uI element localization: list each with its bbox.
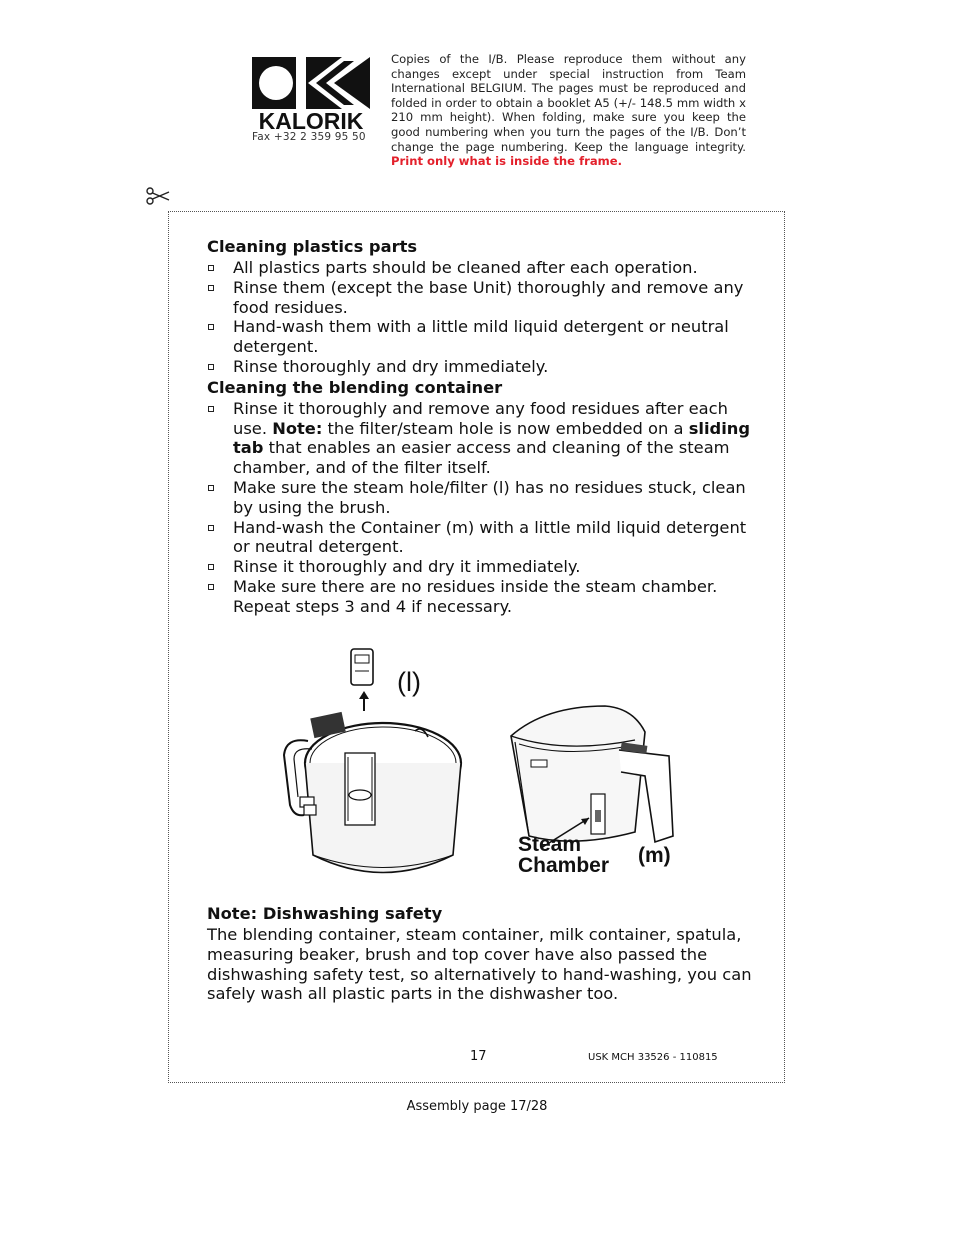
checkbox-bullet-icon — [208, 584, 214, 590]
list-item: Make sure the steam hole/filter (l) has no residues stuck, clean by using the brush. — [207, 478, 752, 518]
dishwashing-note — [207, 903, 752, 1004]
section-heading-container: Cleaning the blending container — [207, 377, 503, 397]
checkbox-bullet-icon — [208, 406, 214, 412]
list-item: Rinse thoroughly and dry immediately. — [207, 357, 752, 377]
container-list — [207, 399, 752, 617]
checkbox-bullet-icon — [208, 364, 214, 370]
checkbox-bullet-icon — [208, 485, 214, 491]
filter-label: (l) — [397, 667, 421, 697]
note-label: Note: — [272, 418, 323, 438]
scissors-icon — [145, 186, 171, 206]
sliding-tab-term: sliding tab — [233, 418, 751, 458]
list-item: Hand-wash them with a little mild liquid detergent or neutral detergent. — [207, 317, 752, 357]
list-item: Rinse them (except the base Unit) thoroughly and remove any food residues. — [207, 278, 752, 318]
list-item: All plastics parts should be cleaned after each operation. — [207, 258, 752, 278]
notice-red-text: Print only what is inside the frame. — [391, 154, 623, 169]
list-item: Hand-wash the Container (m) with a little mild liquid detergent or neutral detergent. — [207, 518, 752, 558]
list-item: Rinse it thoroughly and dry it immediately. — [207, 557, 752, 577]
logo-text: KALORIK — [258, 108, 364, 134]
list-item: Make sure there are no residues inside the steam chamber. Repeat steps 3 and 4 if necessary. — [207, 577, 752, 617]
section-heading-plastics: Cleaning plastics parts — [207, 237, 418, 256]
checkbox-bullet-icon — [208, 265, 214, 271]
page-number: 17 — [470, 1049, 487, 1064]
assembly-page: Assembly page 17/28 — [406, 1099, 548, 1114]
container-label: (m) — [638, 844, 671, 867]
cleaning-content — [207, 236, 752, 617]
note-heading: Note: Dishwashing safety — [207, 904, 443, 923]
document-code: USK MCH 33526 - 110815 — [588, 1052, 718, 1063]
steam-chamber-label: Steam Chamber — [518, 833, 610, 877]
plastics-list — [207, 258, 752, 377]
list-item: Rinse it thoroughly and remove any food residues after each use. Note: the filter/steam hole is now embedded on a sliding tab that enables an easier access and cleaning of the steam chamber, and of the filter itself. — [207, 399, 752, 478]
blending-container-illustration — [280, 645, 470, 885]
print-notice — [391, 52, 746, 169]
checkbox-bullet-icon — [208, 285, 214, 291]
checkbox-bullet-icon — [208, 525, 214, 531]
fax-number: Fax +32 2 359 95 50 — [252, 131, 366, 143]
notice-text: Copies of the I/B. Please reproduce them without any changes except under special instruction from Team International BELGIUM. The pages must be reproduced and folded in order to obtain a booklet A5 (+/- 148.5 mm width x 210 mm height). When folding, make sure you keep the good numbering when you turn the pages of the I/B. Don’t change the page numbering. Keep the language integrity. — [391, 52, 746, 154]
note-text: The blending container, steam container, milk container, spatula, measuring beaker, brush and top cover have also passed the dishwashing safety test, so alternatively to hand-washing, you can safely wash all plastic parts in the dishwasher too. — [207, 925, 752, 1004]
checkbox-bullet-icon — [208, 564, 214, 570]
checkbox-bullet-icon — [208, 324, 214, 330]
